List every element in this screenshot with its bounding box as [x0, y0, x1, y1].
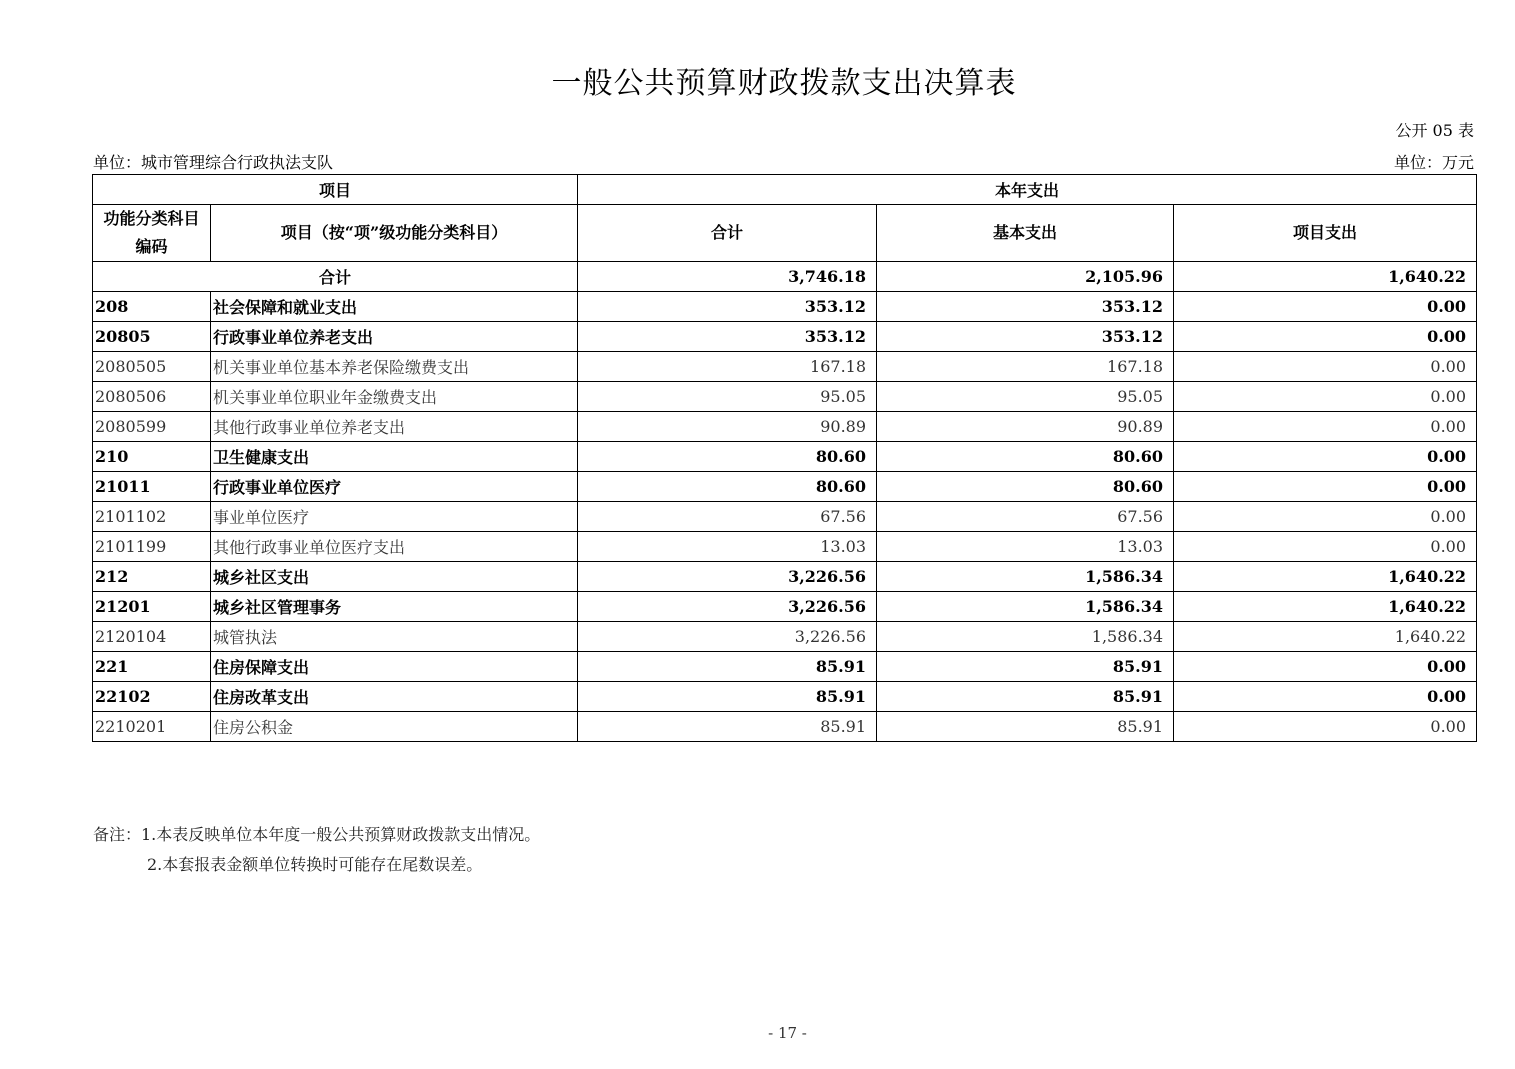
header-code: 功能分类科目编码	[93, 205, 211, 262]
table-row	[93, 652, 1477, 682]
project-cell: 0.00	[1174, 682, 1477, 712]
total-cell: 80.60	[578, 442, 877, 472]
total-basic: 2,105.96	[877, 262, 1174, 292]
total-row	[93, 262, 1477, 292]
total-cell: 167.18	[578, 352, 877, 382]
basic-cell: 80.60	[877, 472, 1174, 502]
name-cell: 城乡社区支出	[211, 562, 578, 592]
basic-cell: 353.12	[877, 292, 1174, 322]
total-cell: 95.05	[578, 382, 877, 412]
page-title: 一般公共预算财政拨款支出决算表	[551, 66, 1017, 101]
total-cell: 13.03	[578, 532, 877, 562]
code-cell: 2080506	[93, 382, 211, 412]
basic-cell: 1,586.34	[877, 562, 1174, 592]
code-cell: 210	[93, 442, 211, 472]
total-cell: 90.89	[578, 412, 877, 442]
project-cell: 0.00	[1174, 652, 1477, 682]
code-cell: 2120104	[93, 622, 211, 652]
total-cell: 80.60	[578, 472, 877, 502]
name-cell: 行政事业单位医疗	[211, 472, 578, 502]
name-cell: 住房改革支出	[211, 682, 578, 712]
code-cell: 20805	[93, 322, 211, 352]
total-cell: 85.91	[578, 682, 877, 712]
table-row	[93, 592, 1477, 622]
name-cell: 事业单位医疗	[211, 502, 578, 532]
name-cell: 机关事业单位基本养老保险缴费支出	[211, 352, 578, 382]
table-row	[93, 352, 1477, 382]
name-cell: 行政事业单位养老支出	[211, 322, 578, 352]
table-row	[93, 562, 1477, 592]
name-cell: 住房保障支出	[211, 652, 578, 682]
project-cell: 0.00	[1174, 442, 1477, 472]
total-cell: 85.91	[578, 712, 877, 742]
code-cell: 2080599	[93, 412, 211, 442]
code-cell: 2080505	[93, 352, 211, 382]
basic-cell: 90.89	[877, 412, 1174, 442]
code-cell: 208	[93, 292, 211, 322]
page-number: - 17 -	[768, 1024, 807, 1042]
project-cell: 0.00	[1174, 412, 1477, 442]
header-total: 合计	[578, 205, 877, 262]
basic-cell: 85.91	[877, 682, 1174, 712]
project-cell: 0.00	[1174, 712, 1477, 742]
total-project: 1,640.22	[1174, 262, 1477, 292]
header-current-year: 本年支出	[578, 175, 1477, 205]
project-cell: 0.00	[1174, 322, 1477, 352]
header-item: 项目	[93, 175, 578, 205]
table-row	[93, 442, 1477, 472]
total-cell: 85.91	[578, 652, 877, 682]
table-row	[93, 472, 1477, 502]
total-cell: 353.12	[578, 322, 877, 352]
table-row	[93, 712, 1477, 742]
organization-unit: 单位：城市管理综合行政执法支队	[93, 153, 334, 172]
code-cell: 221	[93, 652, 211, 682]
total-cell: 3,226.56	[578, 622, 877, 652]
table-row	[93, 682, 1477, 712]
name-cell: 机关事业单位职业年金缴费支出	[211, 382, 578, 412]
table-row	[93, 382, 1477, 412]
name-cell: 城乡社区管理事务	[211, 592, 578, 622]
note-1: 备注：1.本表反映单位本年度一般公共预算财政拨款支出情况。	[93, 825, 541, 844]
code-cell: 21011	[93, 472, 211, 502]
header-item-detail: 项目（按“项”级功能分类科目）	[211, 205, 578, 262]
code-cell: 21201	[93, 592, 211, 622]
name-cell: 卫生健康支出	[211, 442, 578, 472]
code-cell: 2210201	[93, 712, 211, 742]
project-cell: 0.00	[1174, 382, 1477, 412]
basic-cell: 67.56	[877, 502, 1174, 532]
table-row	[93, 622, 1477, 652]
header-project: 项目支出	[1174, 205, 1477, 262]
project-cell: 0.00	[1174, 352, 1477, 382]
table-row	[93, 292, 1477, 322]
budget-table	[92, 174, 1477, 742]
currency-unit: 单位：万元	[1393, 153, 1474, 172]
table-row	[93, 502, 1477, 532]
total-cell: 67.56	[578, 502, 877, 532]
total-cell: 353.12	[578, 292, 877, 322]
notes	[93, 820, 540, 880]
code-cell: 2101199	[93, 532, 211, 562]
table-row	[93, 532, 1477, 562]
code-cell: 212	[93, 562, 211, 592]
name-cell: 社会保障和就业支出	[211, 292, 578, 322]
name-cell: 其他行政事业单位养老支出	[211, 412, 578, 442]
table-row	[93, 322, 1477, 352]
basic-cell: 85.91	[877, 712, 1174, 742]
basic-cell: 13.03	[877, 532, 1174, 562]
basic-cell: 167.18	[877, 352, 1174, 382]
name-cell: 其他行政事业单位医疗支出	[211, 532, 578, 562]
basic-cell: 1,586.34	[877, 622, 1174, 652]
project-cell: 0.00	[1174, 472, 1477, 502]
project-cell: 0.00	[1174, 292, 1477, 322]
name-cell: 城管执法	[211, 622, 578, 652]
basic-cell: 80.60	[877, 442, 1174, 472]
note-2: 2.本套报表金额单位转换时可能存在尾数误差。	[147, 855, 483, 874]
basic-cell: 1,586.34	[877, 592, 1174, 622]
project-cell: 1,640.22	[1174, 562, 1477, 592]
project-cell: 1,640.22	[1174, 592, 1477, 622]
basic-cell: 85.91	[877, 652, 1174, 682]
project-cell: 1,640.22	[1174, 622, 1477, 652]
name-cell: 住房公积金	[211, 712, 578, 742]
total-cell: 3,226.56	[578, 562, 877, 592]
basic-cell: 353.12	[877, 322, 1174, 352]
total-cell: 3,226.56	[578, 592, 877, 622]
header-basic: 基本支出	[877, 205, 1174, 262]
project-cell: 0.00	[1174, 532, 1477, 562]
total-amount: 3,746.18	[578, 262, 877, 292]
table-row	[93, 412, 1477, 442]
code-cell: 22102	[93, 682, 211, 712]
form-number: 公开 05 表	[1395, 121, 1474, 140]
total-label: 合计	[93, 262, 578, 292]
code-cell: 2101102	[93, 502, 211, 532]
project-cell: 0.00	[1174, 502, 1477, 532]
basic-cell: 95.05	[877, 382, 1174, 412]
